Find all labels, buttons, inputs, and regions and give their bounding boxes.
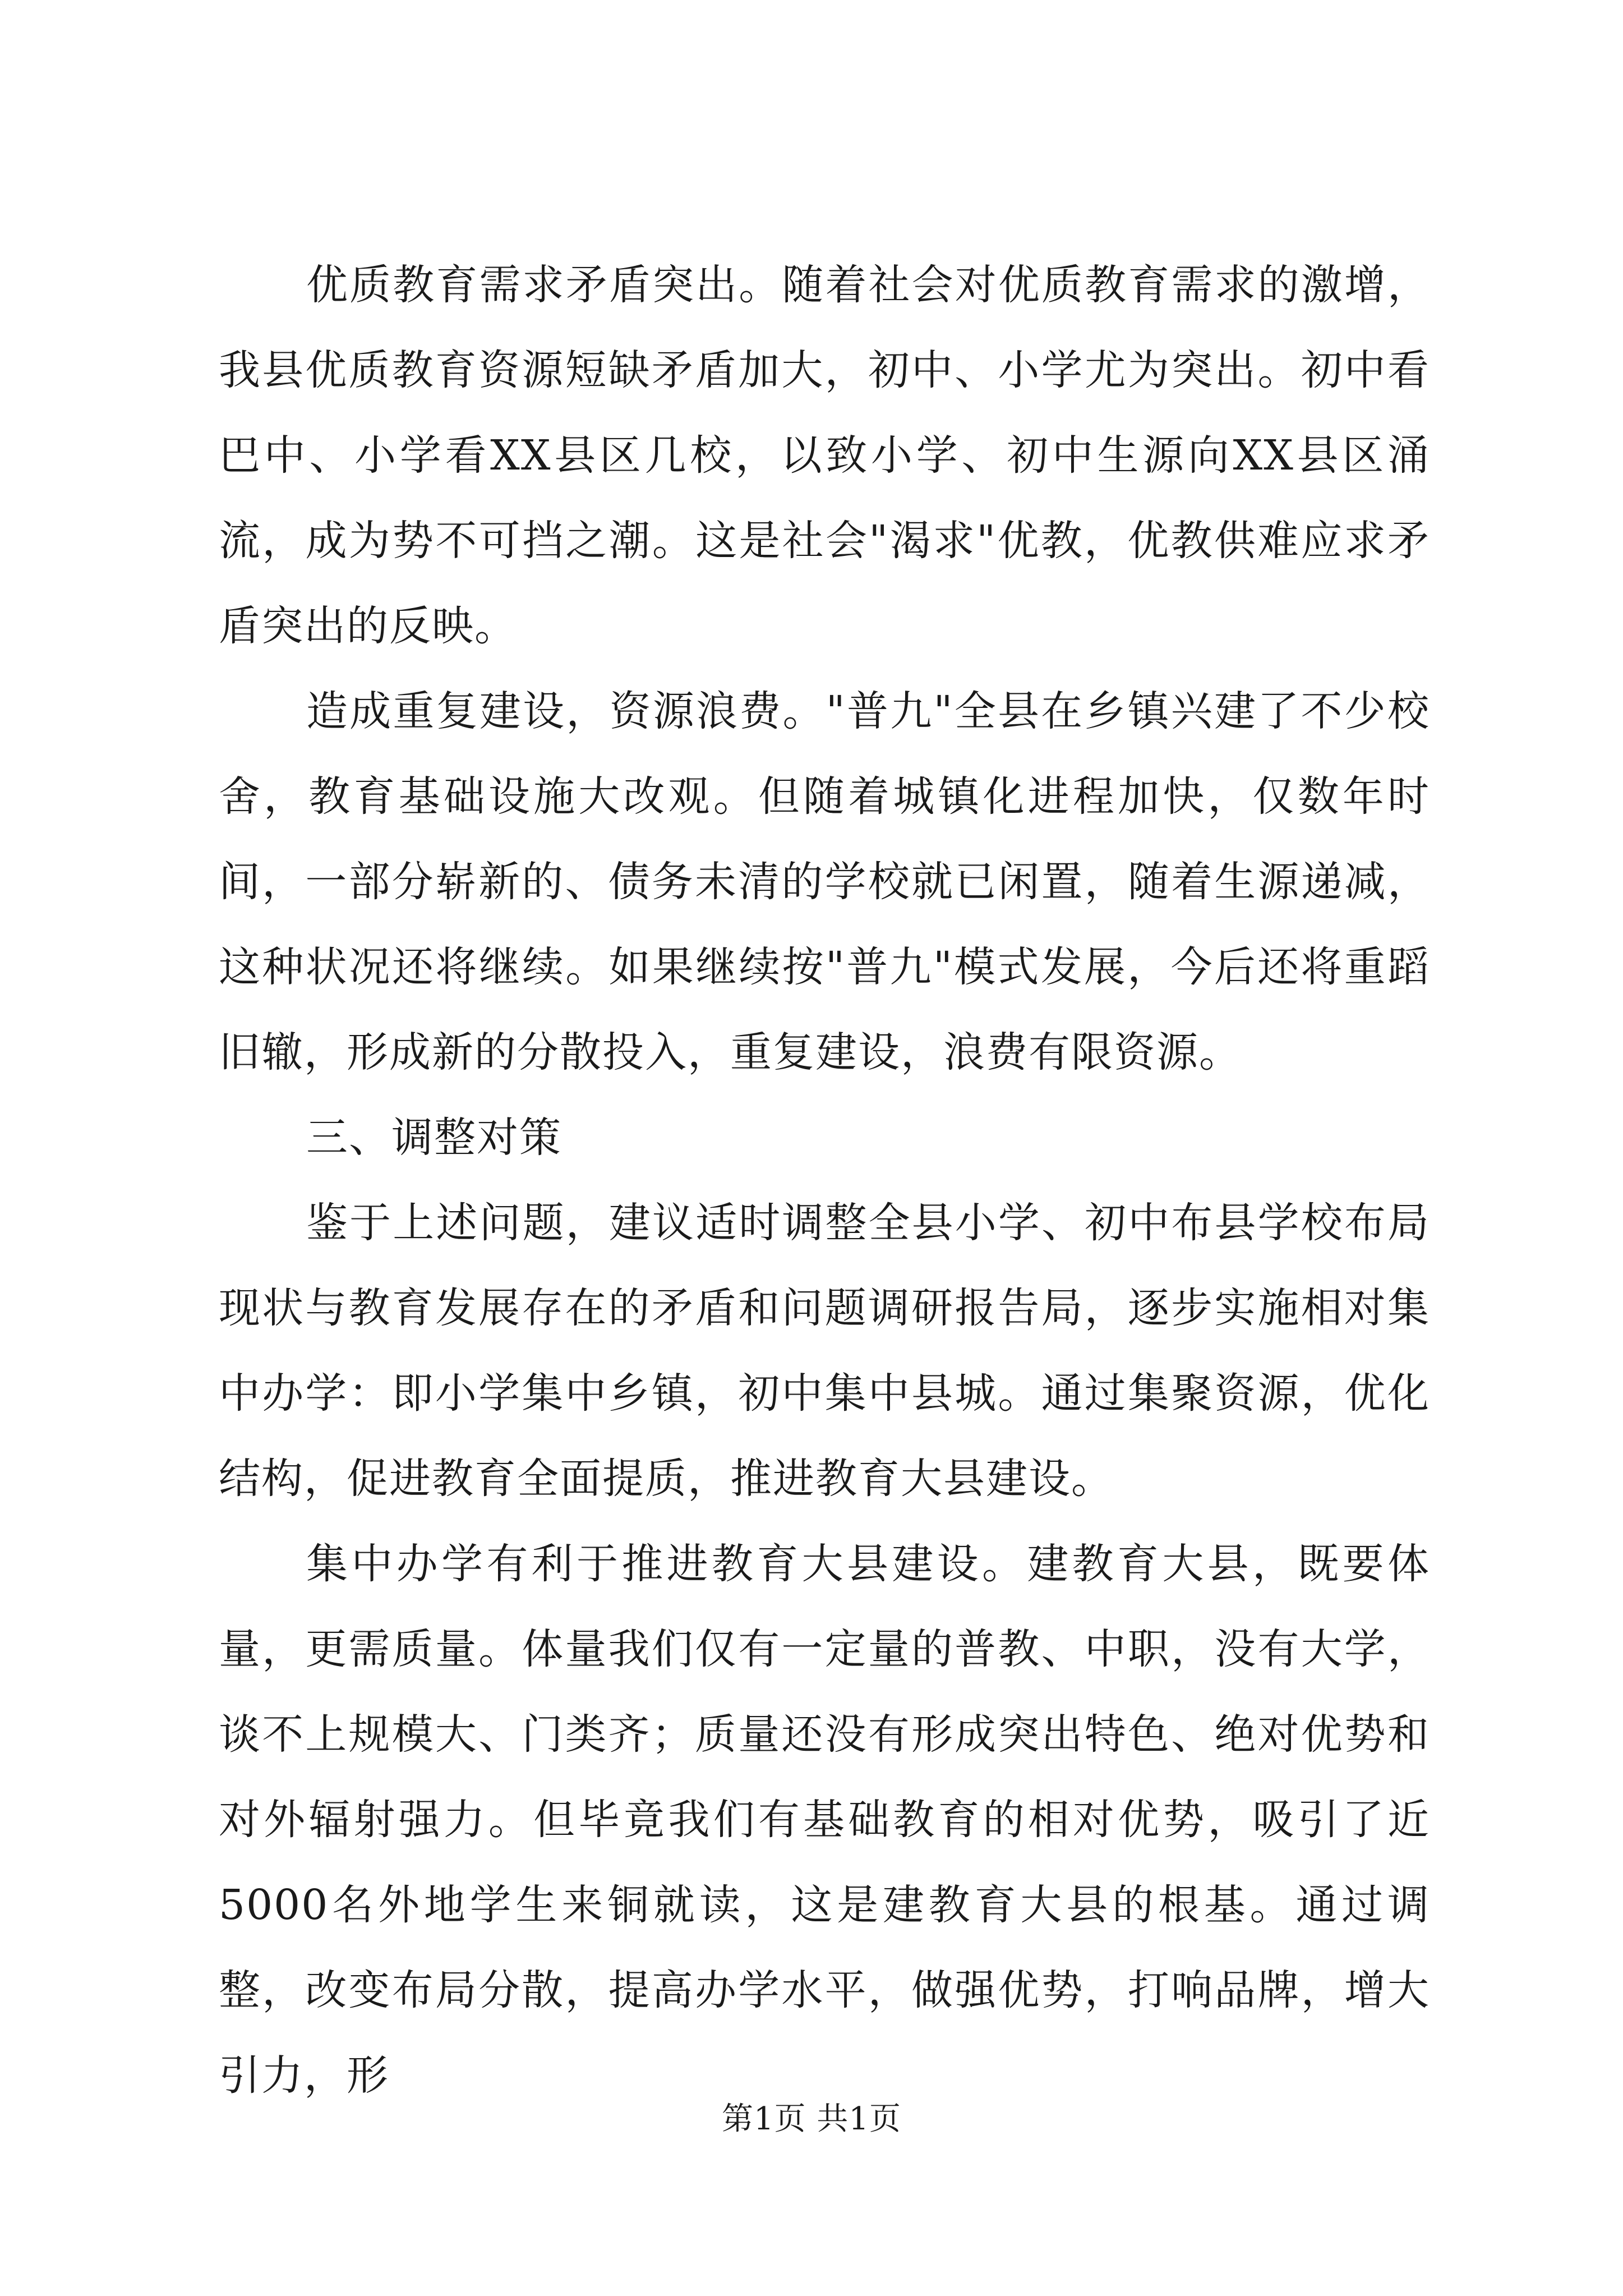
paragraph-suggestion: 鉴于上述问题，建议适时调整全县小学、初中布县学校布局现状与教育发展存在的矛盾和问题调研报告局，逐步实施相对集中办学：即小学集中乡镇，初中集中县城。通过集聚资源，优化结构，促进教育全面提质，推进教育大县建设。 — [219, 1199, 1430, 1503]
paragraph-duplicate-construction: 造成重复建设，资源浪费。"普九"全县在乡镇兴建了不少校舍，教育基础设施大改观。但随着城镇化进程加快，仅数年时间，一部分崭新的、债务未清的学校就已闲置，随着生源递减，这种状况还将继续。如果继续按"普九"模式发展，今后还将重蹈旧辙，形成新的分散投入，重复建设，浪费有限资源。 — [219, 687, 1430, 1076]
document-body — [219, 242, 1430, 2118]
page-footer: 第1页 共1页 — [721, 2101, 902, 2137]
section-heading-adjustment: 三、调整对策 — [306, 1114, 562, 1162]
paragraph-quality-demand: 优质教育需求矛盾突出。随着社会对优质教育需求的激增，我县优质教育资源短缺矛盾加大，初中、小学尤为突出。初中看巴中、小学看XX县区几校，以致小学、初中生源向XX县区涌流，成为势不可挡之潮。这是社会"渴求"优教，优教供难应求矛盾突出的反映。 — [219, 261, 1430, 650]
paragraph-centralized-schooling: 集中办学有利于推进教育大县建设。建教育大县，既要体量，更需质量。体量我们仅有一定量的普教、中职，没有大学，谈不上规模大、门类齐；质量还没有形成突出特色、绝对优势和对外辐射强力。但毕竟我们有基础教育的相对优势，吸引了近5000名外地学生来铜就读，这是建教育大县的根基。通过调整，改变布局分散，提高办学水平，做强优势，打响品牌，增大引力，形 — [219, 1540, 1430, 2100]
